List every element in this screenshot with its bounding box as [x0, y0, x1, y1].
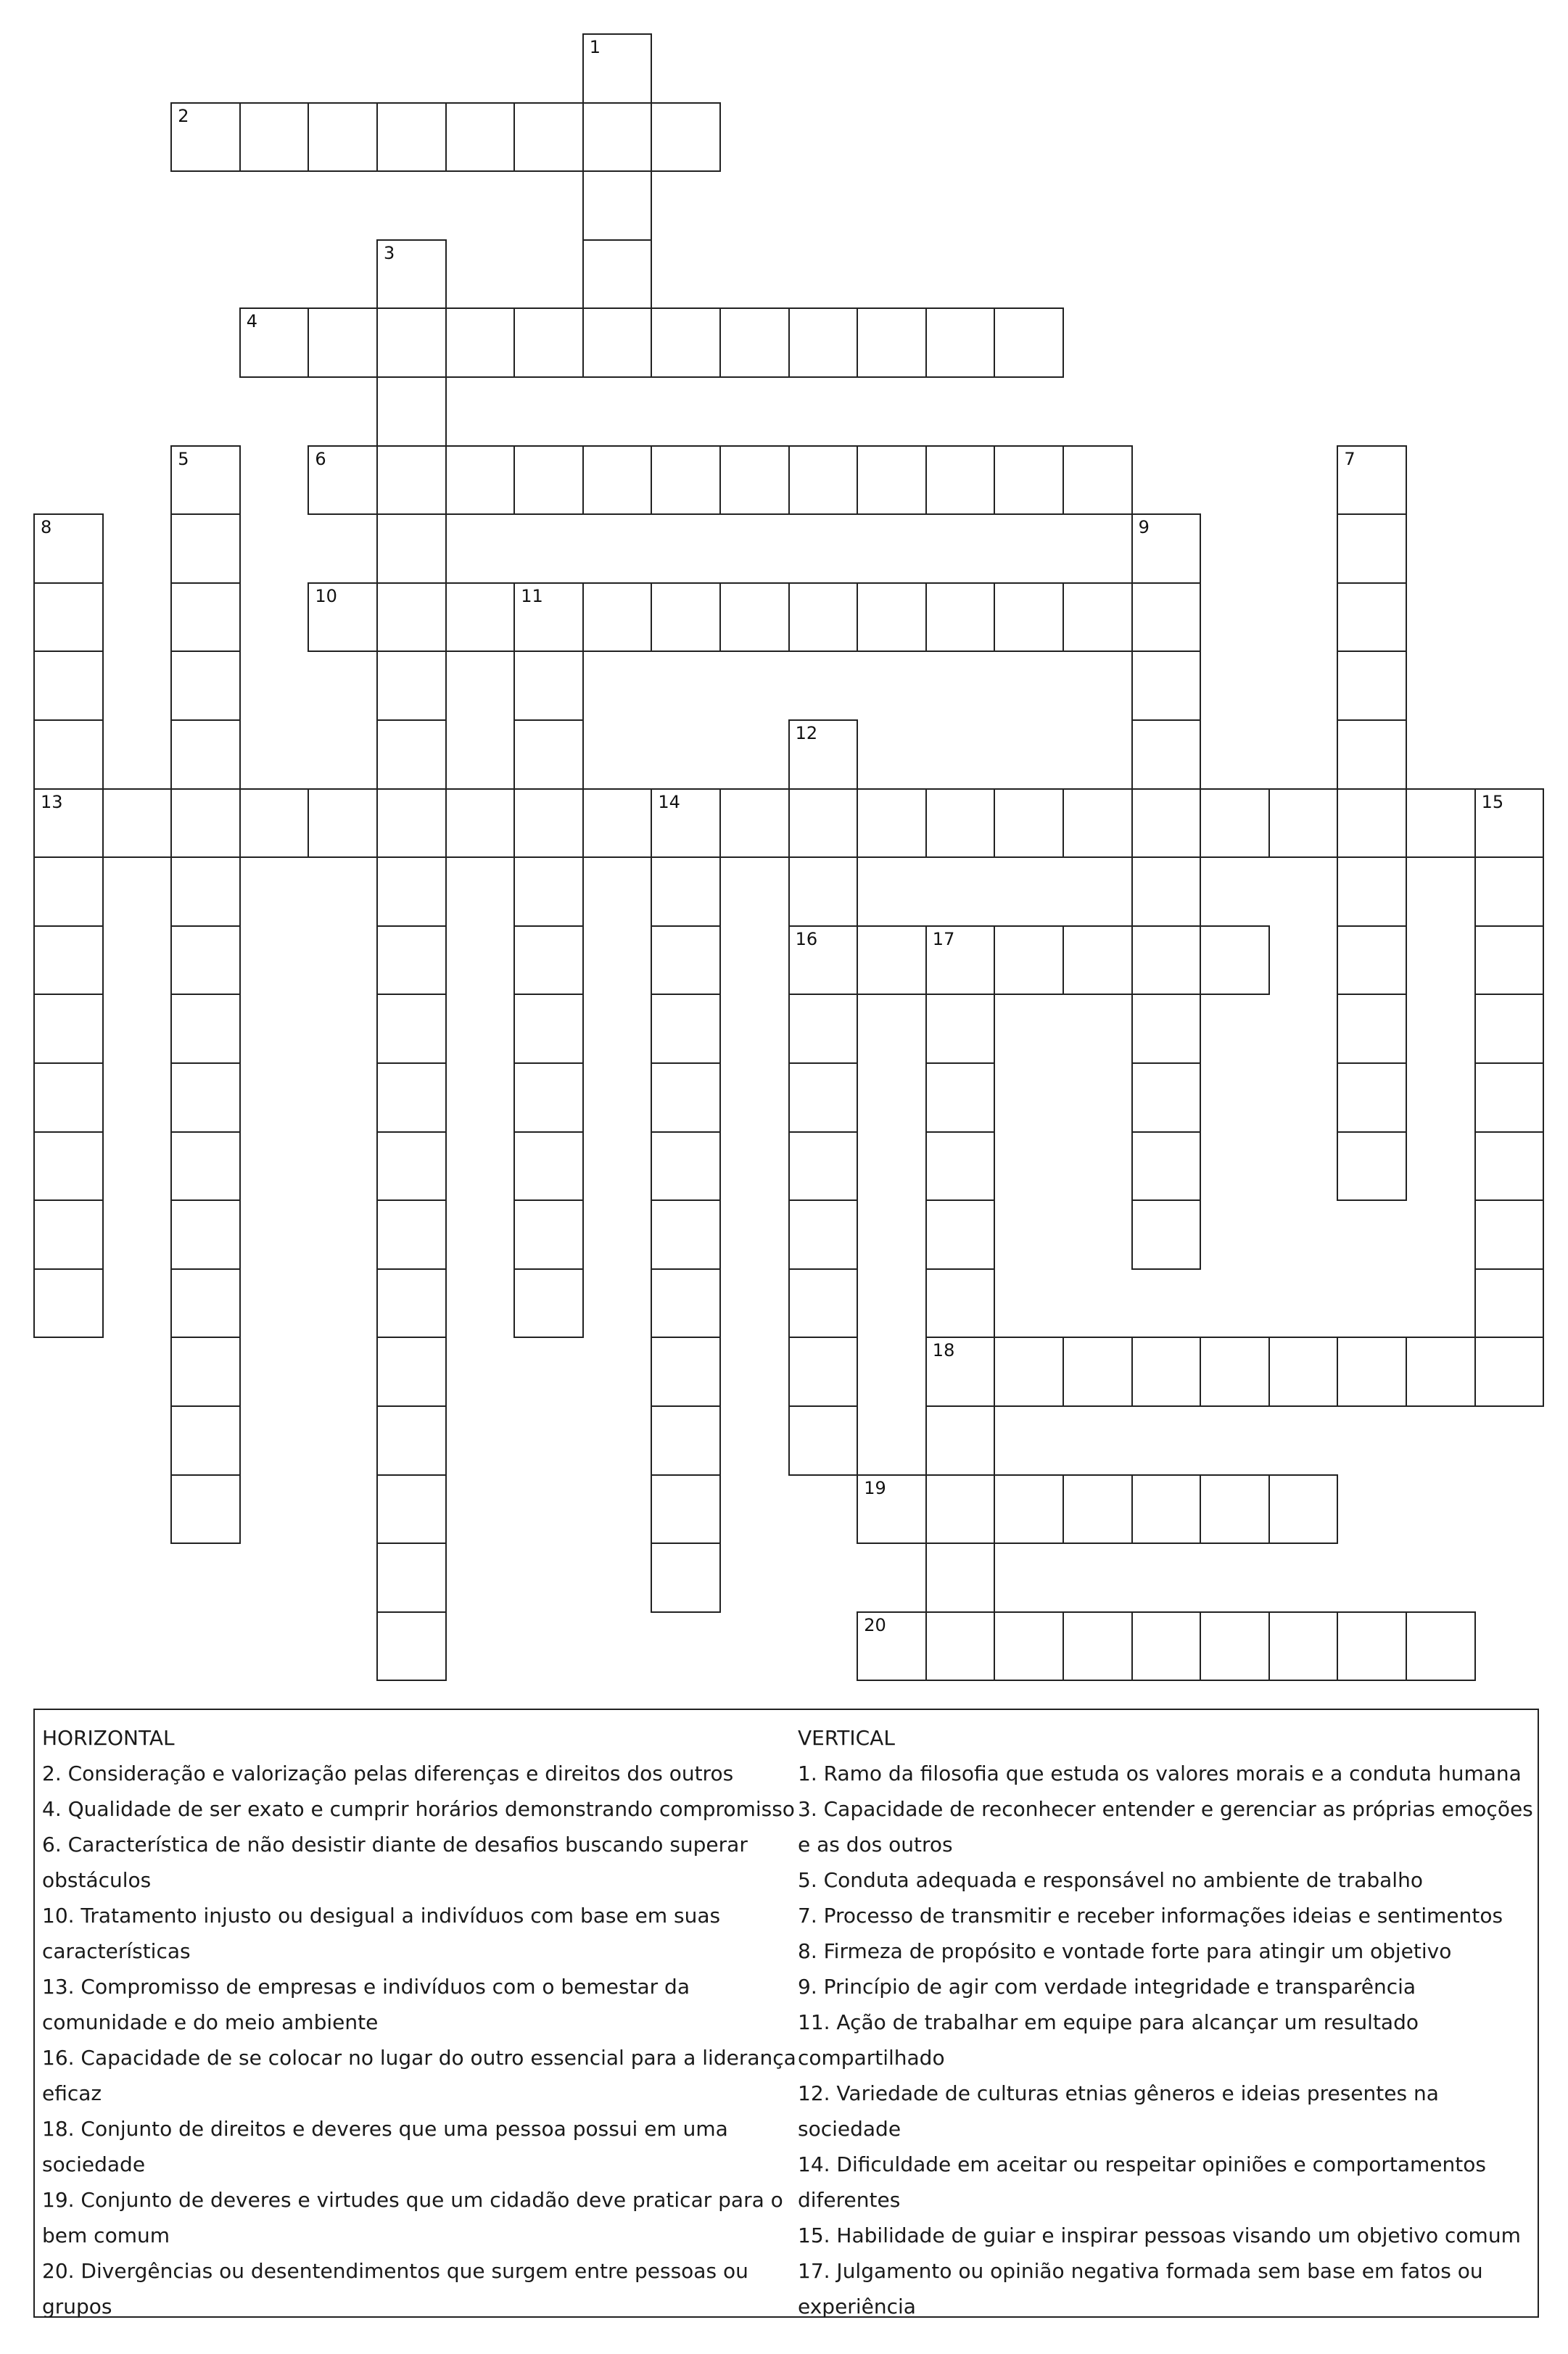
grid-cell[interactable]	[376, 1405, 447, 1476]
grid-cell[interactable]	[170, 513, 241, 584]
grid-cell[interactable]	[994, 788, 1064, 859]
grid-cell[interactable]	[925, 1405, 996, 1476]
grid-cell[interactable]	[925, 445, 996, 516]
grid-cell[interactable]	[651, 1199, 721, 1270]
grid-cell[interactable]	[1131, 925, 1202, 996]
grid-cell[interactable]	[1268, 1611, 1339, 1682]
grid-cell[interactable]	[788, 788, 859, 859]
grid-cell[interactable]	[1406, 1337, 1476, 1407]
down-clue: 17. Julgamento ou opinião negativa formada sem base em fatos ou experiência	[798, 2259, 1483, 2318]
grid-cell[interactable]	[170, 1405, 241, 1476]
grid-cell[interactable]	[1337, 651, 1407, 721]
grid-cell[interactable]	[33, 582, 104, 653]
grid-cell[interactable]	[1131, 1337, 1202, 1407]
clue-number: 2	[178, 105, 189, 126]
grid-cell[interactable]	[651, 102, 721, 173]
down-clue: 11. Ação de trabalhar em equipe para alcançar um resultado compartilhado	[798, 2010, 1419, 2070]
clue-number: 17	[932, 928, 955, 949]
clue-number: 14	[658, 791, 680, 812]
grid-cell[interactable]	[651, 994, 721, 1064]
grid-cell[interactable]	[33, 1268, 104, 1339]
grid-cell[interactable]	[102, 788, 173, 859]
grid-cell[interactable]	[788, 307, 859, 378]
grid-cell[interactable]	[994, 1474, 1064, 1545]
grid-cell[interactable]	[170, 994, 241, 1064]
grid-cell[interactable]	[170, 1062, 241, 1133]
clue-number: 4	[246, 311, 258, 332]
grid-cell[interactable]	[376, 1611, 447, 1682]
grid-cell[interactable]	[925, 1062, 996, 1133]
grid-cell[interactable]	[1131, 1611, 1202, 1682]
across-heading: HORIZONTAL	[42, 1726, 175, 1750]
grid-cell[interactable]	[1131, 1199, 1202, 1270]
grid-cell[interactable]	[651, 445, 721, 516]
grid-cell[interactable]	[170, 102, 241, 173]
grid-cell[interactable]	[513, 788, 584, 859]
grid-cell[interactable]	[925, 925, 996, 996]
grid-cell[interactable]	[719, 307, 790, 378]
grid-cell[interactable]	[376, 239, 447, 310]
grid-cell[interactable]	[925, 1474, 996, 1545]
grid-cell[interactable]	[1131, 651, 1202, 721]
grid-cell[interactable]	[445, 582, 516, 653]
grid-cell[interactable]	[376, 719, 447, 790]
grid-cell[interactable]	[719, 582, 790, 653]
grid-cell[interactable]	[376, 102, 447, 173]
grid-cell[interactable]	[1200, 1337, 1270, 1407]
grid-cell[interactable]	[1062, 925, 1133, 996]
grid-cell[interactable]	[33, 513, 104, 584]
grid-cell[interactable]	[1062, 582, 1133, 653]
clues-box	[33, 1709, 1539, 2318]
down-clues-column	[798, 1720, 1535, 2324]
grid-cell[interactable]	[1131, 582, 1202, 653]
grid-cell[interactable]	[33, 856, 104, 927]
grid-cell[interactable]	[719, 788, 790, 859]
clue-number: 6	[315, 448, 326, 469]
grid-cell[interactable]	[1337, 1611, 1407, 1682]
grid-cell[interactable]	[513, 994, 584, 1064]
grid-cell[interactable]	[719, 445, 790, 516]
grid-cell[interactable]	[582, 788, 653, 859]
grid-cell[interactable]	[1337, 582, 1407, 653]
grid-cell[interactable]	[1131, 856, 1202, 927]
grid-cell[interactable]	[925, 1199, 996, 1270]
grid-cell[interactable]	[239, 307, 310, 378]
across-clue: 13. Compromisso de empresas e indivíduos com o bemestar da comunidade e do meio ambiente	[42, 1975, 690, 2034]
grid-cell[interactable]	[1474, 1062, 1545, 1133]
clue-number: 15	[1481, 791, 1504, 812]
grid-cell[interactable]	[1131, 994, 1202, 1064]
grid-cell[interactable]	[376, 307, 447, 378]
grid-cell[interactable]	[308, 582, 378, 653]
grid-cell[interactable]	[513, 856, 584, 927]
grid-cell[interactable]	[857, 1611, 927, 1682]
grid-cell[interactable]	[651, 1543, 721, 1613]
grid-cell[interactable]	[1131, 1062, 1202, 1133]
grid-cell[interactable]	[376, 1199, 447, 1270]
grid-cell[interactable]	[788, 1131, 859, 1202]
grid-cell[interactable]	[33, 1131, 104, 1202]
grid-cell[interactable]	[788, 994, 859, 1064]
grid-cell[interactable]	[582, 239, 653, 310]
grid-cell[interactable]	[445, 445, 516, 516]
grid-cell[interactable]	[925, 1131, 996, 1202]
grid-cell[interactable]	[445, 102, 516, 173]
down-clue: 3. Capacidade de reconhecer entender e gerenciar as próprias emoções e as dos outros	[798, 1797, 1533, 1857]
grid-cell[interactable]	[651, 1131, 721, 1202]
grid-cell[interactable]	[513, 102, 584, 173]
clue-number: 3	[384, 242, 395, 263]
across-clue: 16. Capacidade de se colocar no lugar do outro essencial para a liderança eficaz	[42, 2046, 796, 2105]
grid-cell[interactable]	[1337, 1337, 1407, 1407]
grid-cell[interactable]	[170, 719, 241, 790]
grid-cell[interactable]	[857, 445, 927, 516]
down-clue: 5. Conduta adequada e responsável no ambiente de trabalho	[798, 1868, 1423, 1892]
grid-cell[interactable]	[1200, 1611, 1270, 1682]
grid-cell[interactable]	[857, 788, 927, 859]
down-heading: VERTICAL	[798, 1726, 895, 1750]
grid-cell[interactable]	[170, 1199, 241, 1270]
grid-cell[interactable]	[1200, 925, 1270, 996]
grid-cell[interactable]	[376, 1474, 447, 1545]
grid-cell[interactable]	[582, 582, 653, 653]
grid-cell[interactable]	[376, 376, 447, 447]
grid-cell[interactable]	[376, 1268, 447, 1339]
clue-number: 20	[864, 1614, 886, 1635]
across-clue: 4. Qualidade de ser exato e cumprir horários demonstrando compromisso	[42, 1797, 795, 1821]
grid-cell[interactable]	[1062, 1611, 1133, 1682]
grid-cell[interactable]	[1337, 1062, 1407, 1133]
grid-cell[interactable]	[170, 651, 241, 721]
clue-number: 18	[932, 1340, 955, 1361]
grid-cell[interactable]	[376, 582, 447, 653]
clue-number: 9	[1138, 517, 1150, 538]
grid-cell[interactable]	[582, 102, 653, 173]
grid-cell[interactable]	[33, 1199, 104, 1270]
grid-cell[interactable]	[994, 445, 1064, 516]
across-clue: 6. Característica de não desistir diante de desafios buscando superar obstáculos	[42, 1833, 748, 1892]
grid-cell[interactable]	[1337, 1131, 1407, 1202]
grid-cell[interactable]	[582, 307, 653, 378]
grid-cell[interactable]	[1337, 719, 1407, 790]
grid-cell[interactable]	[1337, 994, 1407, 1064]
grid-cell[interactable]	[1268, 1474, 1339, 1545]
grid-cell[interactable]	[788, 1062, 859, 1133]
grid-cell[interactable]	[1062, 788, 1133, 859]
grid-cell[interactable]	[170, 582, 241, 653]
grid-cell[interactable]	[925, 1268, 996, 1339]
grid-cell[interactable]	[513, 1062, 584, 1133]
grid-cell[interactable]	[376, 1131, 447, 1202]
grid-cell[interactable]	[1131, 788, 1202, 859]
grid-cell[interactable]	[1474, 856, 1545, 927]
grid-cell[interactable]	[239, 102, 310, 173]
grid-cell[interactable]	[1474, 925, 1545, 996]
grid-cell[interactable]	[308, 102, 378, 173]
grid-cell[interactable]	[925, 307, 996, 378]
grid-cell[interactable]	[33, 651, 104, 721]
grid-cell[interactable]	[170, 1131, 241, 1202]
grid-cell[interactable]	[857, 1474, 927, 1545]
grid-cell[interactable]	[857, 582, 927, 653]
grid-cell[interactable]	[651, 856, 721, 927]
grid-cell[interactable]	[376, 1543, 447, 1613]
clue-number: 8	[41, 517, 52, 538]
grid-cell[interactable]	[170, 1337, 241, 1407]
across-clue: 19. Conjunto de deveres e virtudes que um cidadão deve praticar para o bem comum	[42, 2188, 783, 2247]
grid-cell[interactable]	[376, 1062, 447, 1133]
clue-number: 7	[1344, 448, 1356, 469]
grid-cell[interactable]	[1200, 788, 1270, 859]
grid-cell[interactable]	[651, 1405, 721, 1476]
down-clue-list	[798, 1756, 1535, 2324]
grid-cell[interactable]	[170, 856, 241, 927]
across-clue: 18. Conjunto de direitos e deveres que uma pessoa possui em uma sociedade	[42, 2117, 728, 2176]
grid-cell[interactable]	[788, 925, 859, 996]
grid-cell[interactable]	[33, 788, 104, 859]
down-clue: 1. Ramo da filosofia que estuda os valores morais e a conduta humana	[798, 1762, 1522, 1785]
grid-cell[interactable]	[788, 582, 859, 653]
grid-cell[interactable]	[788, 1268, 859, 1339]
grid-cell[interactable]	[33, 1062, 104, 1133]
grid-cell[interactable]	[1337, 513, 1407, 584]
grid-cell[interactable]	[170, 1474, 241, 1545]
grid-cell[interactable]	[1131, 719, 1202, 790]
grid-cell[interactable]	[170, 1268, 241, 1339]
grid-cell[interactable]	[994, 1337, 1064, 1407]
grid-cell[interactable]	[925, 1611, 996, 1682]
clue-number: 5	[178, 448, 189, 469]
grid-cell[interactable]	[1474, 1337, 1545, 1407]
grid-cell[interactable]	[582, 445, 653, 516]
grid-cell[interactable]	[651, 1062, 721, 1133]
grid-cell[interactable]	[445, 307, 516, 378]
grid-cell[interactable]	[925, 994, 996, 1064]
grid-cell[interactable]	[1131, 1131, 1202, 1202]
grid-cell[interactable]	[1474, 1199, 1545, 1270]
grid-cell[interactable]	[857, 307, 927, 378]
grid-cell[interactable]	[1062, 1474, 1133, 1545]
grid-cell[interactable]	[1406, 1611, 1476, 1682]
clue-number: 13	[41, 791, 63, 812]
grid-cell[interactable]	[651, 582, 721, 653]
grid-cell[interactable]	[376, 513, 447, 584]
across-clue: 2. Consideração e valorização pelas diferenças e direitos dos outros	[42, 1762, 734, 1785]
down-clue: 9. Princípio de agir com verdade integridade e transparência	[798, 1975, 1416, 1999]
grid-cell[interactable]	[376, 788, 447, 859]
grid-cell[interactable]	[651, 1337, 721, 1407]
grid-cell[interactable]	[582, 170, 653, 241]
grid-cell[interactable]	[513, 1199, 584, 1270]
down-clue: 15. Habilidade de guiar e inspirar pessoas visando um objetivo comum	[798, 2223, 1521, 2247]
grid-cell[interactable]	[788, 856, 859, 927]
grid-cell[interactable]	[376, 856, 447, 927]
grid-cell[interactable]	[513, 651, 584, 721]
grid-cell[interactable]	[651, 307, 721, 378]
across-clue: 10. Tratamento injusto ou desigual a indivíduos com base em suas características	[42, 1904, 721, 1963]
grid-cell[interactable]	[994, 925, 1064, 996]
grid-cell[interactable]	[308, 788, 378, 859]
grid-cell[interactable]	[925, 788, 996, 859]
grid-cell[interactable]	[1268, 1337, 1339, 1407]
grid-cell[interactable]	[788, 1337, 859, 1407]
grid-cell[interactable]	[582, 33, 653, 104]
grid-cell[interactable]	[1474, 1131, 1545, 1202]
grid-cell[interactable]	[1131, 513, 1202, 584]
grid-cell[interactable]	[170, 445, 241, 516]
grid-cell[interactable]	[788, 719, 859, 790]
down-clue: 12. Variedade de culturas etnias gêneros e ideias presentes na sociedade	[798, 2081, 1439, 2141]
grid-cell[interactable]	[33, 719, 104, 790]
grid-cell[interactable]	[994, 1611, 1064, 1682]
grid-cell[interactable]	[857, 925, 927, 996]
grid-cell[interactable]	[170, 788, 241, 859]
grid-cell[interactable]	[1200, 1474, 1270, 1545]
clue-number: 12	[795, 723, 818, 743]
grid-cell[interactable]	[1406, 788, 1476, 859]
grid-cell[interactable]	[1131, 1474, 1202, 1545]
grid-cell[interactable]	[925, 1337, 996, 1407]
across-clue-list	[42, 1756, 796, 2324]
down-clue: 7. Processo de transmitir e receber informações ideias e sentimentos	[798, 1904, 1503, 1928]
grid-cell[interactable]	[1062, 1337, 1133, 1407]
grid-cell[interactable]	[445, 788, 516, 859]
grid-cell[interactable]	[788, 1199, 859, 1270]
grid-cell[interactable]	[651, 1474, 721, 1545]
grid-cell[interactable]	[513, 925, 584, 996]
grid-cell[interactable]	[170, 925, 241, 996]
grid-cell[interactable]	[651, 925, 721, 996]
grid-cell[interactable]	[788, 1405, 859, 1476]
grid-cell[interactable]	[788, 445, 859, 516]
grid-cell[interactable]	[994, 582, 1064, 653]
grid-cell[interactable]	[308, 445, 378, 516]
grid-cell[interactable]	[1337, 445, 1407, 516]
grid-cell[interactable]	[308, 307, 378, 378]
clue-number: 1	[589, 37, 601, 57]
grid-cell[interactable]	[994, 307, 1064, 378]
clue-number: 11	[521, 585, 543, 606]
grid-cell[interactable]	[651, 1268, 721, 1339]
grid-cell[interactable]	[513, 1268, 584, 1339]
grid-cell[interactable]	[239, 788, 310, 859]
down-clue: 14. Dificuldade em aceitar ou respeitar opiniões e comportamentos diferentes	[798, 2152, 1486, 2212]
down-clue: 8. Firmeza de propósito e vontade forte para atingir um objetivo	[798, 1939, 1452, 1963]
clue-number: 10	[315, 585, 337, 606]
grid-cell[interactable]	[376, 1337, 447, 1407]
grid-cell[interactable]	[1337, 925, 1407, 996]
grid-cell[interactable]	[1337, 788, 1407, 859]
grid-cell[interactable]	[376, 994, 447, 1064]
grid-cell[interactable]	[925, 1543, 996, 1613]
grid-cell[interactable]	[376, 445, 447, 516]
across-clues-column	[42, 1720, 796, 2324]
grid-cell[interactable]	[376, 925, 447, 996]
grid-cell[interactable]	[651, 788, 721, 859]
grid-cell[interactable]	[1474, 994, 1545, 1064]
grid-cell[interactable]	[513, 1131, 584, 1202]
grid-cell[interactable]	[1337, 856, 1407, 927]
grid-cell[interactable]	[33, 994, 104, 1064]
clue-number: 16	[795, 928, 818, 949]
grid-cell[interactable]	[1268, 788, 1339, 859]
grid-cell[interactable]	[33, 925, 104, 996]
grid-cell[interactable]	[1474, 788, 1545, 859]
grid-cell[interactable]	[513, 582, 584, 653]
grid-cell[interactable]	[513, 445, 584, 516]
grid-cell[interactable]	[513, 719, 584, 790]
grid-cell[interactable]	[925, 582, 996, 653]
grid-cell[interactable]	[1474, 1268, 1545, 1339]
grid-cell[interactable]	[513, 307, 584, 378]
grid-cell[interactable]	[376, 651, 447, 721]
across-clue: 20. Divergências ou desentendimentos que surgem entre pessoas ou grupos	[42, 2259, 748, 2318]
grid-cell[interactable]	[1062, 445, 1133, 516]
clue-number: 19	[864, 1477, 886, 1498]
